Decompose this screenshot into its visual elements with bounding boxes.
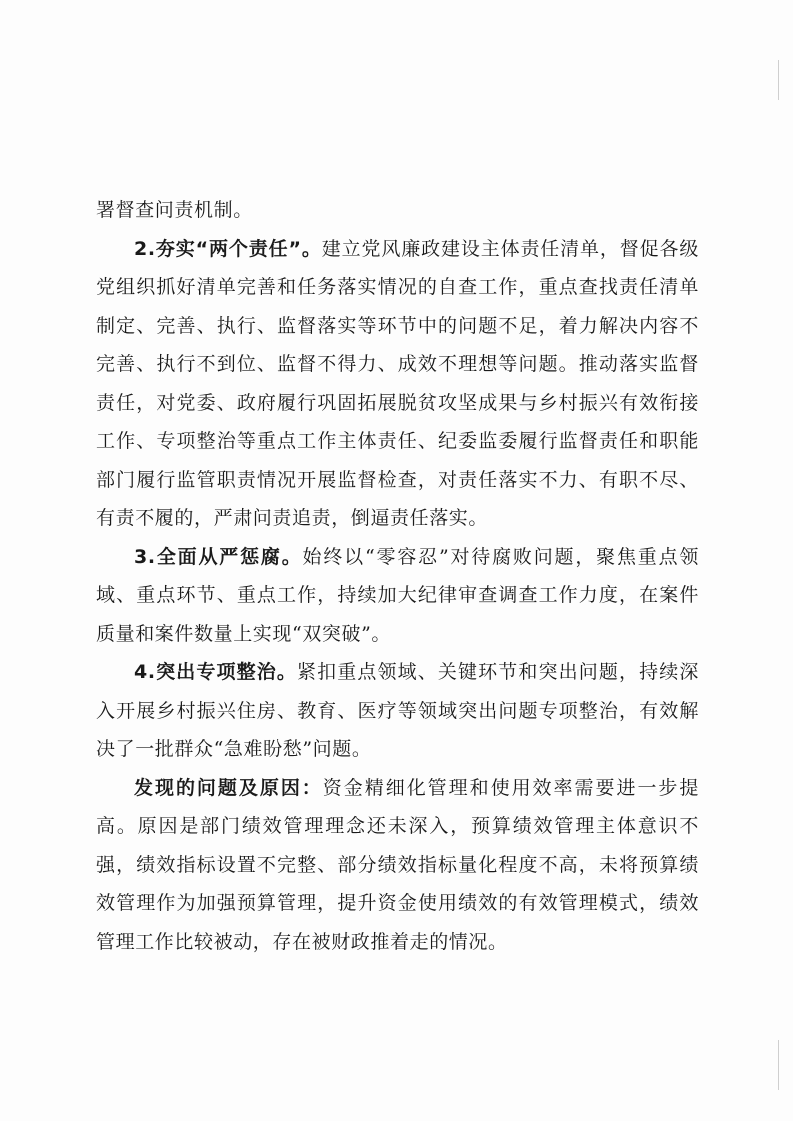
paragraph-body: 资金精细化管理和使用效率需要进一步提高。原因是部门绩效管理理念还未深入，预算绩效管理主体意识不强，绩效指标设置不完整、部分绩效指标量化程度不高，未将预算绩效管理作为加强预算管理，提升资金使用绩效的有效管理模式，绩效管理工作比较被动，存在被财政推着走的情况。 <box>96 776 699 953</box>
paragraph-problems-and-causes <box>96 769 699 962</box>
document-body <box>96 191 699 961</box>
paragraph-body: 署督查问责机制。 <box>96 199 253 221</box>
scan-edge-mark <box>778 1040 779 1090</box>
paragraph-heading: 发现的问题及原因： <box>134 776 323 799</box>
paragraph-continuation <box>96 191 699 230</box>
paragraph-body: 始终以“零容忍”对待腐败问题，聚焦重点领域、重点环节、重点工作，持续加大纪律审查调查工作力度，在案件质量和案件数量上实现“双突破”。 <box>96 545 699 645</box>
paragraph-body: 建立党风廉政建设主体责任清单，督促各级党组织抓好清单完善和任务落实情况的自查工作，重点查找责任清单制定、完善、执行、监督落实等环节中的问题不足，着力解决内容不完善、执行不到位、监督不得力、成效不理想等问题。推动落实监督责任，对党委、政府履行巩固拓展脱贫攻坚成果与乡村振兴有效衔接工作、专项整治等重点工作主体责任、纪委监委履行监督责任和职能部门履行监管职责情况开展监督检查，对责任落实不力、有职不尽、有责不履的，严肃问责追责，倒逼责任落实。 <box>96 237 700 529</box>
paragraph-heading: 3.全面从严惩腐。 <box>134 545 303 568</box>
scan-edge-mark <box>778 60 779 100</box>
paragraph-heading: 2.夯实“两个责任”。 <box>134 237 322 260</box>
paragraph-body: 紧扣重点领域、关键环节和突出问题，持续深入开展乡村振兴住房、教育、医疗等领域突出问题专项整治，有效解决了一批群众“急难盼愁”问题。 <box>96 661 699 760</box>
paragraph-heading: 4.突出专项整治。 <box>134 661 298 683</box>
paragraph-special-rectification <box>96 653 699 769</box>
paragraph-anti-corruption <box>96 538 699 654</box>
paragraph-two-responsibilities <box>96 230 699 538</box>
